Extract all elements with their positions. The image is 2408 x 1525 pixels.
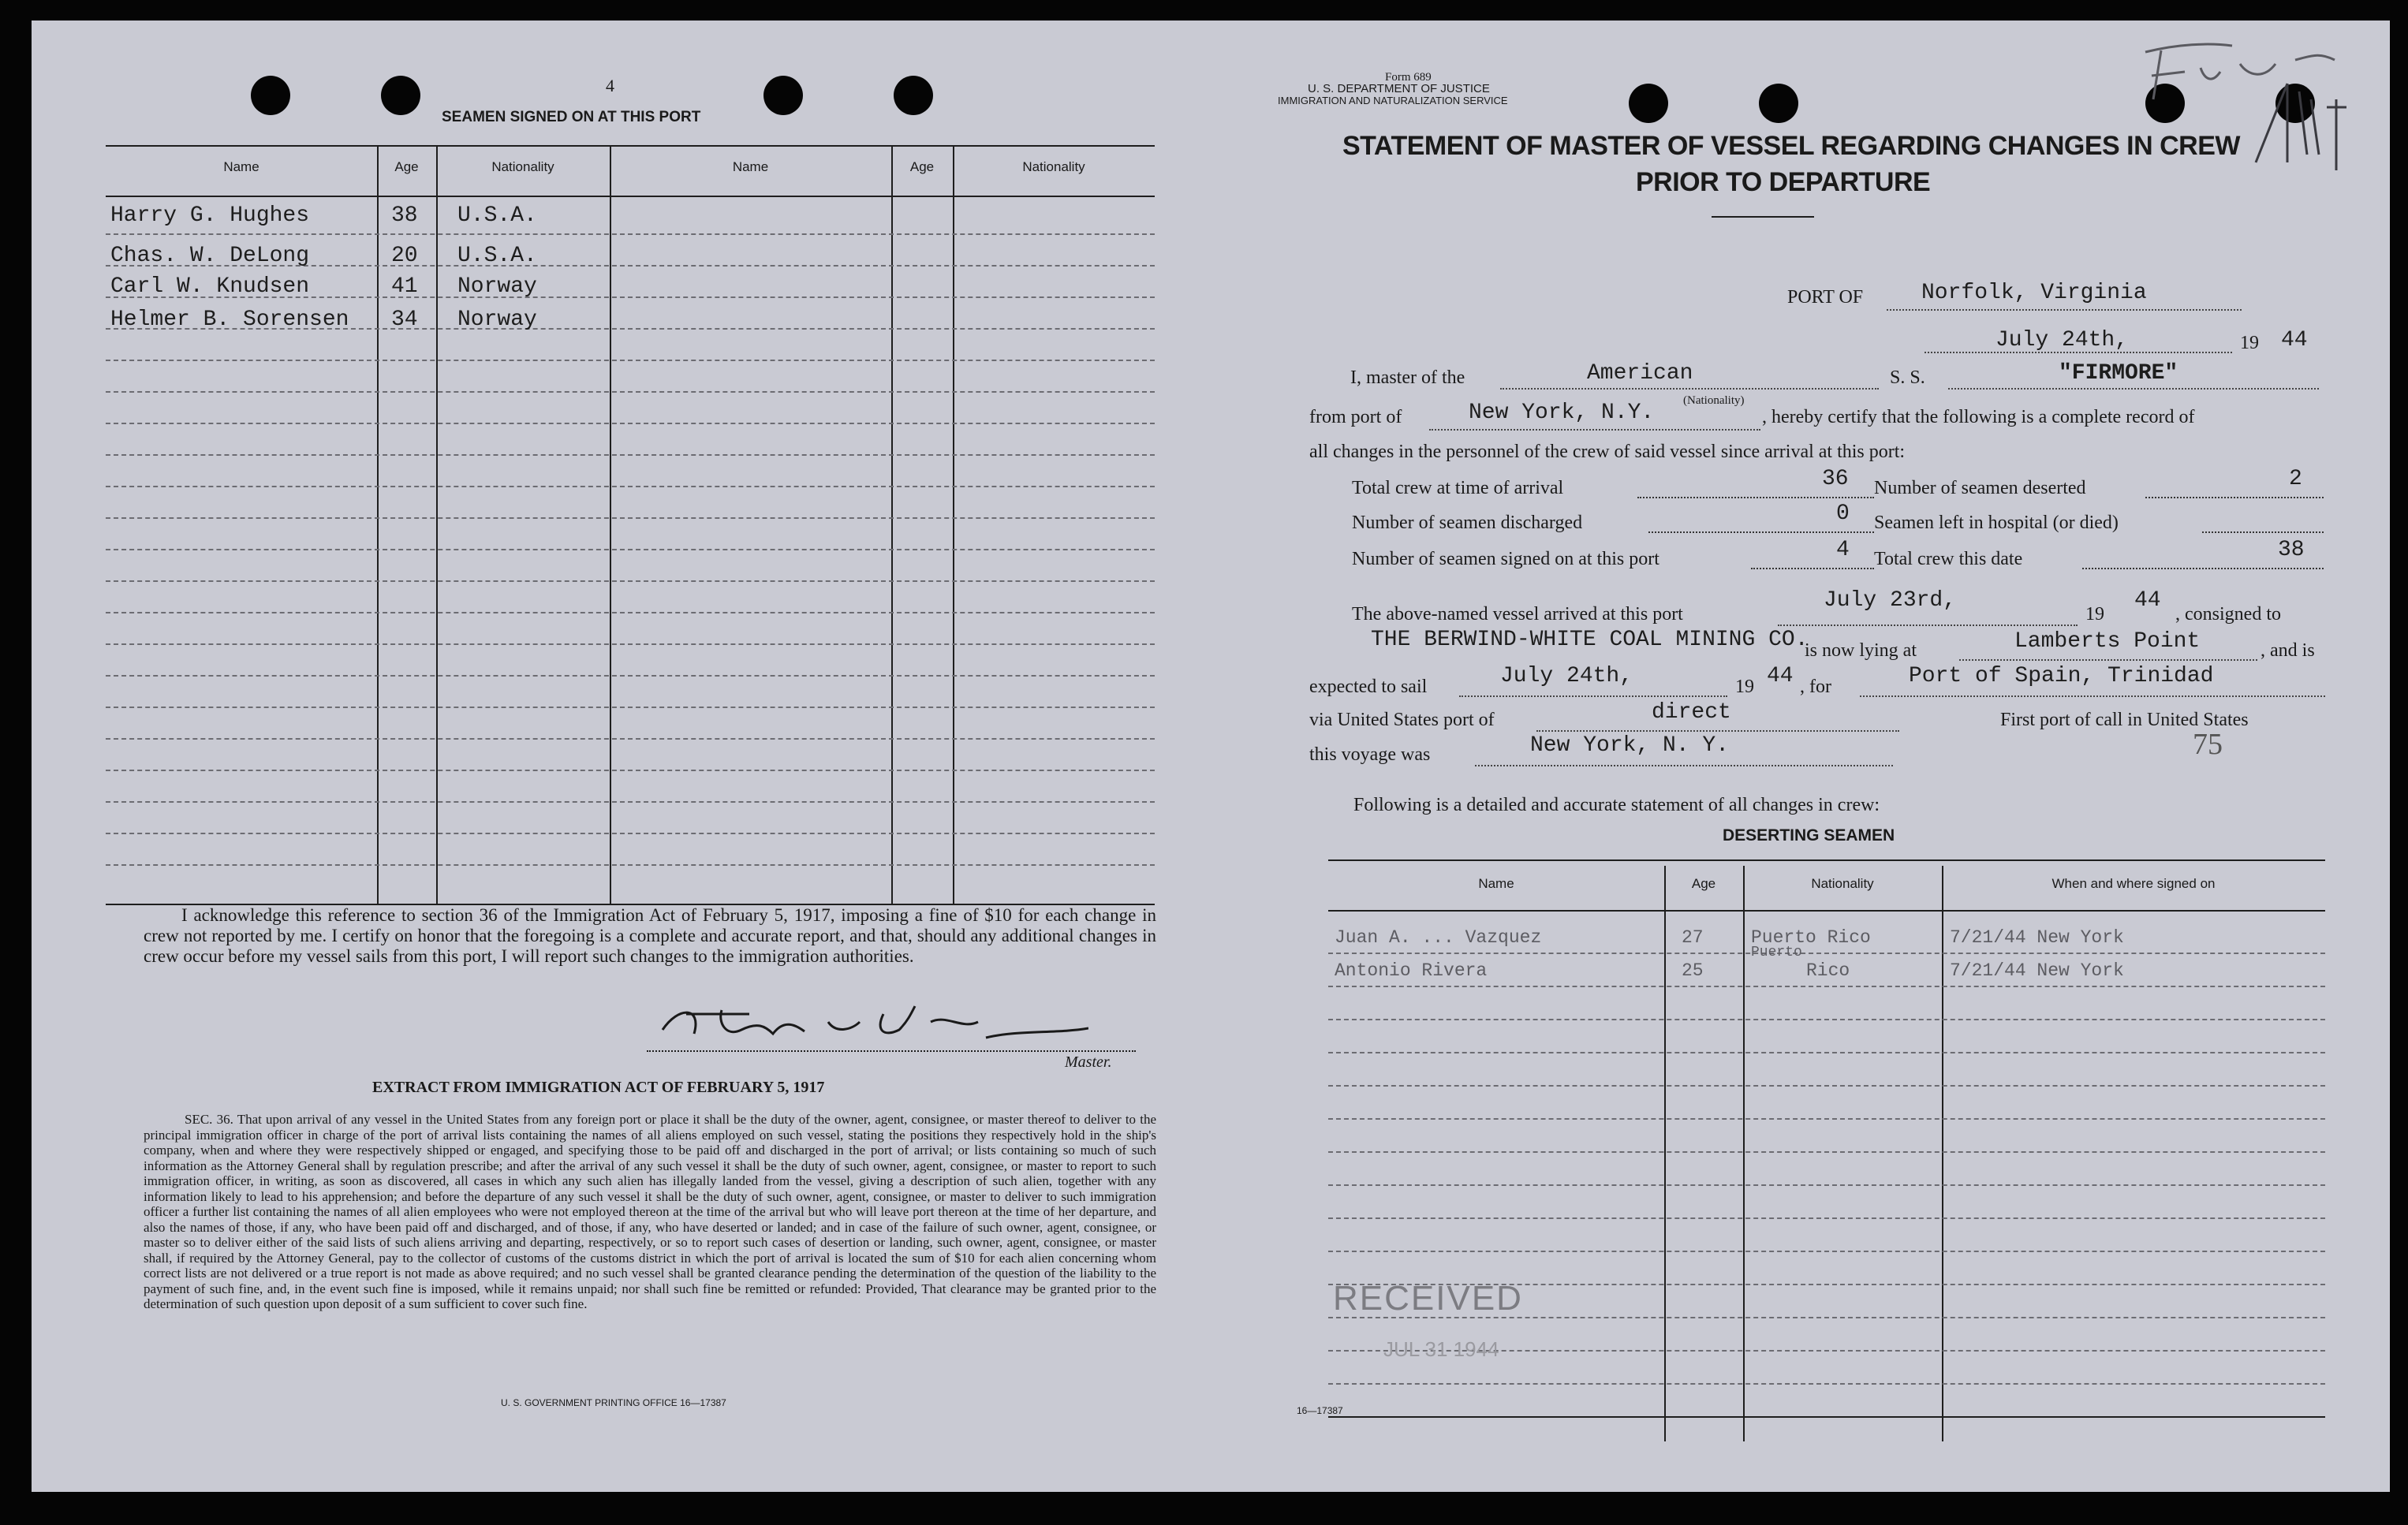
voyage-value: New York, N. Y. <box>1530 733 1730 758</box>
seaman-name: Chas. W. DeLong <box>110 244 310 268</box>
page-number: 4 <box>606 76 614 95</box>
acknowledgement-text: I acknowledge this reference to section 36 of the Immigration Act of February 5, 1917, imposing a fine of $10 for each change in crew not reported by me. I certify on honor that the foregoing is a complete and accurate report, and that, should any additional changes in crew occur before my vessel sails from this port, I will report such changes to the immigration authorities. <box>144 905 1156 966</box>
arrived-line <box>1778 625 2078 626</box>
ruled-line <box>106 391 1155 393</box>
punch-hole <box>381 76 420 115</box>
via-value: direct <box>1652 700 1731 725</box>
printing-office: U. S. GOVERNMENT PRINTING OFFICE 16—17387 <box>501 1397 726 1408</box>
deserter-nationality-above: Puerto <box>1751 945 1802 960</box>
deserting-col-nationality: Nationality <box>1811 876 1874 891</box>
for-value: Port of Spain, Trinidad <box>1909 664 2214 688</box>
total-crew-label: Total crew this date <box>1874 549 2023 569</box>
ruled-line <box>1328 1151 2325 1153</box>
seaman-age: 34 <box>391 308 418 332</box>
leader-dots <box>2202 531 2324 533</box>
arrived-year: 44 <box>2134 588 2161 613</box>
seaman-age: 38 <box>391 203 418 228</box>
seaman-nationality: Norway <box>457 308 537 332</box>
deserter-age: 25 <box>1682 960 1704 981</box>
leader-dots <box>2082 568 2324 569</box>
col-header-nationality: Nationality <box>491 159 554 174</box>
seaman-nationality: U.S.A. <box>457 244 537 268</box>
total-crew-arrival-label: Total crew at time of arrival <box>1352 478 1564 498</box>
ss-label: S. S. <box>1890 367 1925 388</box>
ruled-line <box>106 360 1155 361</box>
via-label: via United States port of <box>1309 710 1495 730</box>
from-port-value: New York, N.Y. <box>1469 401 1655 425</box>
deserter-signed: 7/21/44 New York <box>1950 927 2124 948</box>
via-line <box>1536 730 1899 732</box>
master-label: Master. <box>1065 1053 1112 1071</box>
seaman-age: 20 <box>391 244 418 268</box>
ruled-line <box>1328 1118 2325 1120</box>
voyage-label: this voyage was <box>1309 744 1431 765</box>
seaman-name: Helmer B. Sorensen <box>110 308 349 332</box>
lying-line <box>1959 659 2257 661</box>
table-col-divider <box>891 145 893 904</box>
table-header-border <box>106 196 1155 197</box>
leader-dots <box>1648 531 1874 533</box>
ruled-line <box>1328 1085 2325 1087</box>
voyage-line <box>1475 765 1893 766</box>
first-port-label: First port of call in United States <box>2000 710 2249 730</box>
ruled-line <box>106 707 1155 708</box>
and-is-label: , and is <box>2261 640 2315 661</box>
table-col-divider <box>953 145 954 904</box>
signature-line <box>647 1050 1136 1052</box>
ruled-line <box>1328 986 2325 987</box>
signed-on-value: 4 <box>1836 538 1850 562</box>
deserter-nationality: Rico <box>1806 960 1850 981</box>
nationality-line <box>1500 388 1879 390</box>
deserting-header-border <box>1328 910 2325 912</box>
col-header-name: Name <box>732 159 769 174</box>
col-header-name: Name <box>223 159 259 174</box>
for-label: , for <box>1800 677 1831 697</box>
signed-on-label: Number of seamen signed on at this port <box>1352 549 1659 569</box>
ruled-line <box>106 517 1155 519</box>
service-name: IMMIGRATION AND NATURALIZATION SERVICE <box>1278 95 1508 106</box>
document-sheet <box>32 21 2390 1492</box>
ruled-line <box>1328 1184 2325 1186</box>
total-crew-value: 38 <box>2278 538 2305 562</box>
deserting-top-border <box>1328 859 2325 861</box>
form-title: STATEMENT OF MASTER OF VESSEL REGARDING CHANGES IN CREW <box>1342 131 2240 161</box>
punch-hole <box>894 76 933 115</box>
hospital-label: Seamen left in hospital (or died) <box>1874 513 2119 533</box>
year-value: 44 <box>2281 328 2308 352</box>
leader-dots <box>2145 497 2324 498</box>
nationality-value: American <box>1587 361 1693 386</box>
section-title: SEAMEN SIGNED ON AT THIS PORT <box>442 109 701 125</box>
col-header-age: Age <box>909 159 935 174</box>
table-col-divider <box>377 145 379 904</box>
expected-year-prefix: 19 <box>1735 677 1754 697</box>
ship-name: "FIRMORE" <box>2059 361 2178 386</box>
table-col-divider <box>610 145 611 904</box>
table-top-border <box>106 145 1155 147</box>
deserted-label: Number of seamen deserted <box>1874 478 2086 498</box>
from-port-line <box>1429 429 1760 431</box>
deserting-col-name: Name <box>1478 876 1514 891</box>
ruled-line <box>106 580 1155 582</box>
ruled-line <box>1328 1052 2325 1053</box>
ruled-line <box>106 675 1155 677</box>
port-label: PORT OF <box>1787 287 1864 308</box>
discharged-value: 0 <box>1836 501 1850 526</box>
nationality-caption: (Nationality) <box>1683 394 1745 407</box>
seaman-nationality: Norway <box>457 274 537 299</box>
punch-hole <box>1759 84 1798 123</box>
port-line <box>1887 309 2242 311</box>
expected-value: July 24th, <box>1500 664 1633 688</box>
certify-text-2: all changes in the personnel of the crew of said vessel since arrival at this port: <box>1309 442 1906 462</box>
stamp-date: JUL 31 1944 <box>1383 1337 1499 1361</box>
deserter-signed: 7/21/44 New York <box>1950 960 2124 981</box>
punch-hole <box>763 76 803 115</box>
ruled-line <box>106 801 1155 803</box>
ruled-line <box>1328 953 2325 954</box>
consigned-label: , consigned to <box>2175 604 2281 625</box>
ruled-line <box>106 454 1155 456</box>
punch-hole <box>1629 84 1668 123</box>
date-value: July 24th, <box>1995 328 2129 352</box>
discharged-label: Number of seamen discharged <box>1352 513 1583 533</box>
total-crew-arrival-value: 36 <box>1822 467 1849 491</box>
arrived-label: The above-named vessel arrived at this port <box>1352 604 1683 625</box>
ruled-line <box>106 864 1155 866</box>
from-port-label: from port of <box>1309 407 1402 427</box>
seaman-age: 41 <box>391 274 418 299</box>
expected-label: expected to sail <box>1309 677 1428 697</box>
deserting-col-age: Age <box>1691 876 1716 891</box>
marginal-number: 75 <box>2193 728 2223 761</box>
year-prefix: 19 <box>2240 333 2259 353</box>
master-signature <box>647 990 1088 1053</box>
ruled-line <box>106 833 1155 834</box>
deserter-nationality: Puerto Rico <box>1751 927 1871 948</box>
deserting-title: DESERTING SEAMEN <box>1723 826 1895 845</box>
title-underline <box>1712 216 1814 218</box>
col-header-nationality: Nationality <box>1022 159 1085 174</box>
deserting-col-signed: When and where signed on <box>2051 876 2216 891</box>
handwritten-note <box>2130 28 2358 178</box>
form-number: Form 689 <box>1385 71 1432 84</box>
leader-dots <box>1637 497 1874 498</box>
ruled-line <box>106 423 1155 424</box>
ruled-line <box>106 770 1155 771</box>
expected-year: 44 <box>1767 664 1794 688</box>
arrived-year-prefix: 19 <box>2085 604 2104 625</box>
ruled-line <box>106 643 1155 645</box>
table-col-divider <box>436 145 438 904</box>
deserter-name: Juan A. ... Vazquez <box>1335 927 1542 948</box>
deserter-age: 27 <box>1682 927 1704 948</box>
ruled-line <box>106 233 1155 235</box>
ruled-line <box>1328 1383 2325 1385</box>
col-header-age: Age <box>394 159 419 174</box>
deserting-bottom-border <box>1328 1416 2325 1418</box>
ship-line <box>1948 388 2319 390</box>
seaman-nationality: U.S.A. <box>457 203 537 228</box>
department-name: U. S. DEPARTMENT OF JUSTICE <box>1308 82 1490 95</box>
expected-line <box>1459 695 1727 697</box>
bottom-code: 16—17387 <box>1297 1405 1343 1416</box>
received-stamp: RECEIVED <box>1333 1279 1523 1318</box>
ruled-line <box>1328 1217 2325 1219</box>
form-subtitle: PRIOR TO DEPARTURE <box>1636 167 1931 197</box>
consignee-value: THE BERWIND-WHITE COAL MINING CO. <box>1371 628 1809 652</box>
lying-value: Lamberts Point <box>2014 629 2201 654</box>
port-value: Norfolk, Virginia <box>1921 281 2147 305</box>
leader-dots <box>1751 568 1874 569</box>
ruled-line <box>106 738 1155 740</box>
following-text: Following is a detailed and accurate statement of all changes in crew: <box>1353 795 1880 815</box>
extract-title: EXTRACT FROM IMMIGRATION ACT OF FEBRUARY 5, 1917 <box>372 1079 825 1096</box>
for-line <box>1860 695 2325 697</box>
arrived-value: July 23rd, <box>1824 588 1957 613</box>
punch-hole <box>251 76 290 115</box>
deserted-value: 2 <box>2289 467 2302 491</box>
extract-text: SEC. 36. That upon arrival of any vessel in the United States from any foreign port or place it shall be the duty of the owner, agent, consignee, or master thereof to deliver to the principal immigration officer in charge of the port of arrival lists containing the names of all aliens employed on such vessel, stating the positions they respectively hold in the ship's company, when and where they were respectively shipped or engaged, and specifying those to be paid off and discharged in the port of arrival; or lists containing so much of such information as the Attorney General shall by regulation prescribe; and after the arrival of any such vessel it shall be the duty of such owner, agent, consignee, or master to report to such immigration officer, in writing, as soon as discovered, all cases in which any such alien has illegally landed from the vessel, giving a description of such alien, together with any information likely to lead to his apprehension; and before the departure of any such vessel it shall be the duty of such owner, agent, consignee, or master to deliver to such immigration officer a further list containing the names of all alien employees who were not employed thereon at the time of the arrival but who will leave port thereon at the time of her departure, and also the names of those, if any, who have been paid off and discharged, and of those, if any, who have deserted or landed; and in case of the failure of such owner, agent, consignee, or master so to deliver either of the said lists of such aliens arriving and departing, respectively, or so to report such cases of desertion or landing, such owner, agent, consignee, or master shall, if required by the Attorney General, pay to the collector of customs of the customs district in which the port of arrival is located the sum of $10 for each alien concerning whom correct lists are not delivered or a true report is not made as above required; and no such vessel shall be granted clearance pending the determination of the question of the liability to the payment of such fine, and, in the event such fine is imposed, while it remains unpaid; nor shall such fine be remitted or refunded: Provided, That clearance may be granted prior to the determination of such question upon deposit of a sum sufficient to cover such fine. <box>144 1112 1156 1311</box>
ruled-line <box>106 549 1155 550</box>
ruled-line <box>106 486 1155 487</box>
ruled-line <box>1328 1251 2325 1252</box>
master-of-label: I, master of the <box>1350 367 1465 388</box>
ruled-line <box>1328 1019 2325 1020</box>
certify-text: , hereby certify that the following is a complete record of <box>1762 407 2195 427</box>
seaman-name: Harry G. Hughes <box>110 203 310 228</box>
seaman-name: Carl W. Knudsen <box>110 274 310 299</box>
lying-label: is now lying at <box>1805 640 1917 661</box>
ruled-line <box>106 612 1155 613</box>
deserter-name: Antonio Rivera <box>1335 960 1488 981</box>
